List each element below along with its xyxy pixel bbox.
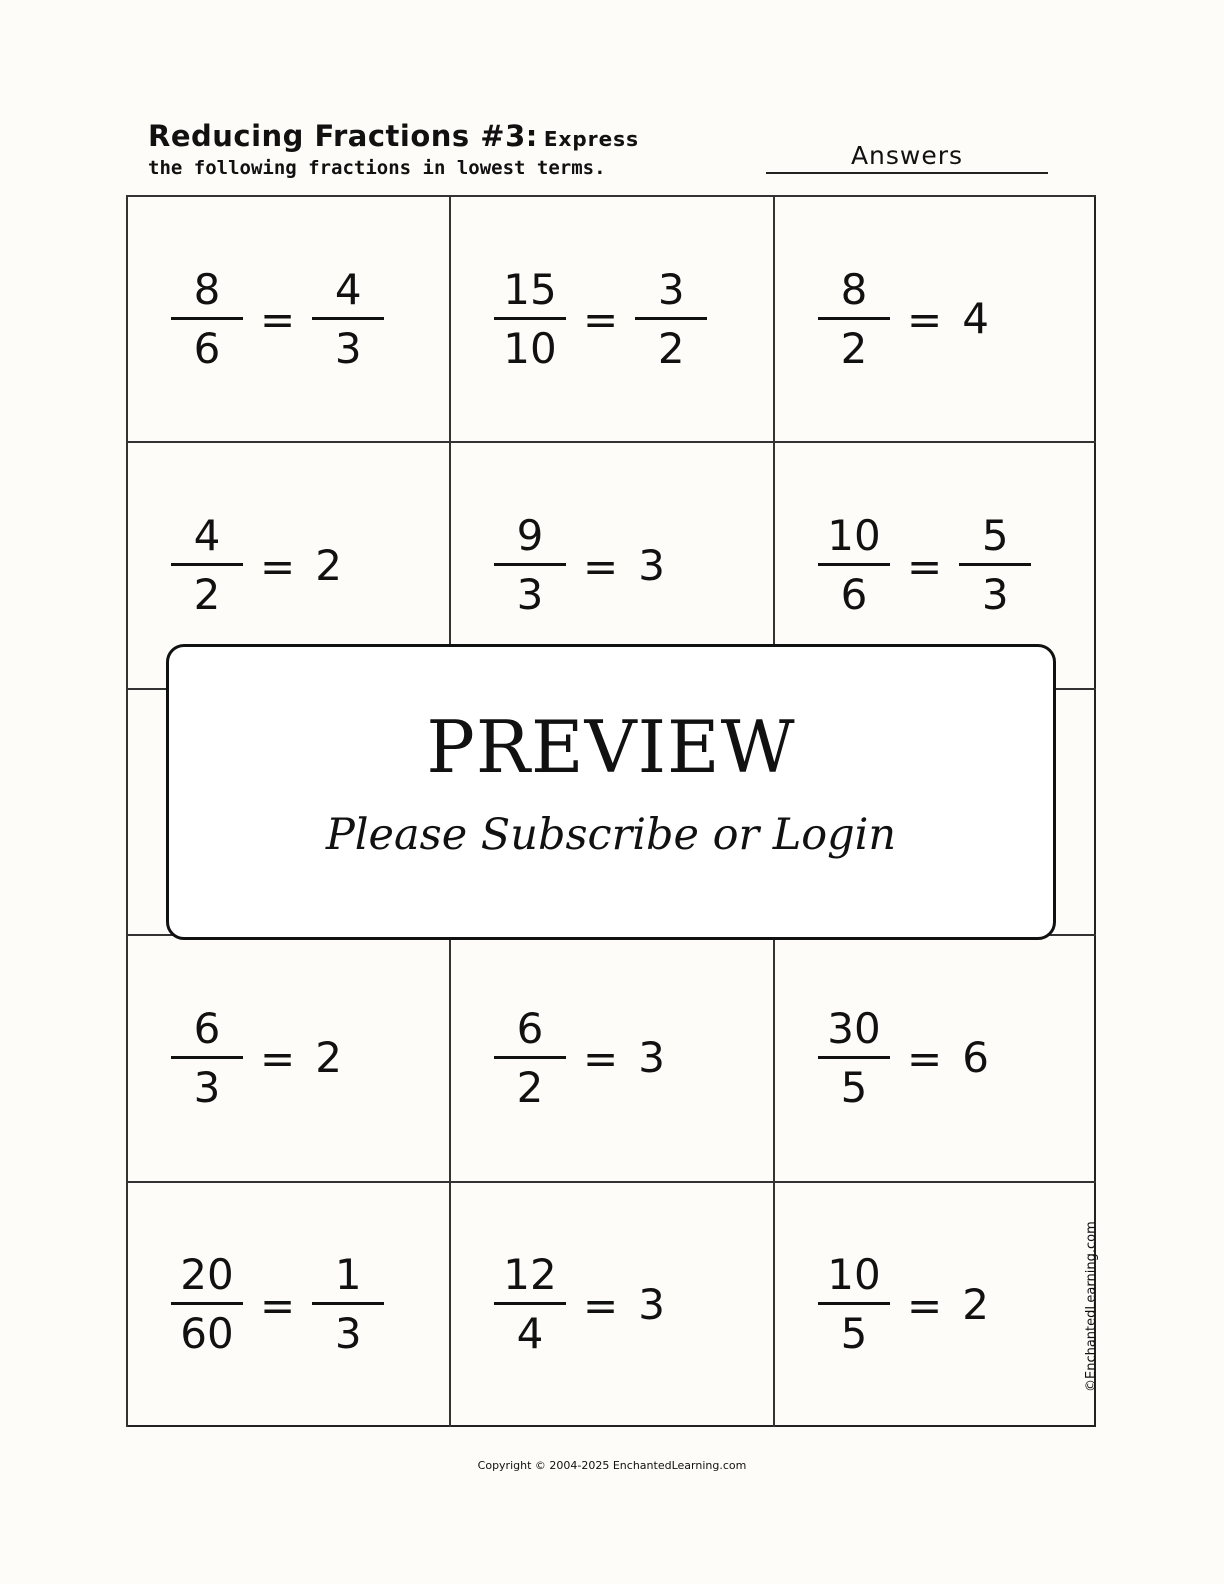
fraction-problem	[168, 1250, 387, 1359]
denominator: 2	[657, 323, 685, 373]
side-copyright: ©EnchantedLearning.com	[1084, 1221, 1099, 1392]
footer-copyright: Copyright © 2004-2025 EnchantedLearning.com	[477, 1459, 747, 1472]
answer-whole-number: 4	[962, 294, 989, 344]
answers-label: Answers	[766, 140, 1048, 174]
equals-sign: =	[907, 1280, 943, 1330]
worksheet-title	[148, 116, 748, 182]
numerator: 4	[193, 511, 221, 561]
denominator: 6	[840, 570, 868, 620]
question-fraction	[491, 511, 569, 620]
question-fraction	[491, 1250, 569, 1359]
denominator: 5	[840, 1062, 868, 1112]
title-line-1	[148, 116, 748, 156]
denominator: 3	[334, 1309, 362, 1359]
problem-cell	[126, 934, 449, 1180]
question-fraction	[168, 1250, 246, 1359]
numerator: 5	[981, 511, 1009, 561]
denominator: 3	[981, 570, 1009, 620]
problem-cell	[449, 1181, 773, 1427]
question-fraction	[168, 264, 246, 373]
fraction-problem	[815, 1003, 989, 1112]
equals-sign: =	[260, 1280, 296, 1330]
title-instruction-start: Express	[543, 127, 639, 151]
denominator: 2	[193, 570, 221, 620]
numerator: 12	[503, 1250, 557, 1300]
fraction-problem	[491, 1003, 665, 1112]
denominator: 3	[334, 323, 362, 373]
question-fraction	[168, 1003, 246, 1112]
numerator: 6	[193, 1003, 221, 1053]
answer-fraction	[309, 264, 387, 373]
equals-sign: =	[260, 295, 296, 345]
question-fraction	[491, 1003, 569, 1112]
denominator: 2	[840, 323, 868, 373]
problem-cell	[126, 1181, 449, 1427]
subscribe-login-prompt[interactable]: Please Subscribe or Login	[325, 810, 897, 860]
denominator: 3	[193, 1062, 221, 1112]
problem-cell	[773, 1181, 1096, 1427]
fraction-problem	[168, 511, 342, 620]
numerator: 30	[827, 1003, 881, 1053]
answer-whole-number: 3	[638, 1033, 665, 1083]
numerator: 15	[503, 264, 557, 314]
problem-cell	[126, 195, 449, 441]
numerator: 8	[193, 264, 221, 314]
denominator: 3	[516, 570, 544, 620]
title-instruction: the following fractions in lowest terms.	[148, 157, 606, 179]
answer-fraction	[956, 511, 1034, 620]
question-fraction	[491, 264, 569, 373]
question-fraction	[168, 511, 246, 620]
title-main: Reducing Fractions #3:	[148, 119, 538, 153]
preview-overlay[interactable]	[166, 644, 1056, 940]
equals-sign: =	[260, 541, 296, 591]
denominator: 2	[516, 1062, 544, 1112]
question-fraction	[815, 264, 893, 373]
answer-whole-number: 2	[962, 1279, 989, 1329]
answer-whole-number: 3	[638, 1279, 665, 1329]
numerator: 4	[334, 264, 362, 314]
equals-sign: =	[583, 1280, 619, 1330]
denominator: 6	[193, 323, 221, 373]
question-fraction	[815, 511, 893, 620]
problem-cell	[449, 934, 773, 1180]
preview-title: PREVIEW	[426, 705, 796, 789]
answer-fraction	[309, 1250, 387, 1359]
denominator: 5	[840, 1309, 868, 1359]
equals-sign: =	[583, 295, 619, 345]
denominator: 4	[516, 1309, 544, 1359]
equals-sign: =	[907, 295, 943, 345]
answer-whole-number: 6	[962, 1033, 989, 1083]
answer-whole-number: 2	[315, 540, 342, 590]
problem-cell	[773, 195, 1096, 441]
equals-sign: =	[907, 1034, 943, 1084]
fraction-problem	[815, 1250, 989, 1359]
fraction-problem	[491, 264, 710, 373]
equals-sign: =	[583, 1034, 619, 1084]
answer-whole-number: 2	[315, 1033, 342, 1083]
fraction-problem	[491, 1250, 665, 1359]
numerator: 9	[516, 511, 544, 561]
numerator: 6	[516, 1003, 544, 1053]
equals-sign: =	[260, 1034, 296, 1084]
problem-cell	[449, 195, 773, 441]
fraction-problem	[815, 264, 989, 373]
problem-cell	[773, 934, 1096, 1180]
fraction-problem	[168, 264, 387, 373]
question-fraction	[815, 1003, 893, 1112]
numerator: 3	[657, 264, 685, 314]
fraction-problem	[491, 511, 665, 620]
denominator: 10	[503, 323, 557, 373]
numerator: 8	[840, 264, 868, 314]
numerator: 20	[180, 1250, 234, 1300]
numerator: 10	[827, 1250, 881, 1300]
denominator: 60	[180, 1309, 234, 1359]
answer-fraction	[632, 264, 710, 373]
fraction-problem	[168, 1003, 342, 1112]
fraction-problem	[815, 511, 1034, 620]
numerator: 10	[827, 511, 881, 561]
numerator: 1	[334, 1250, 362, 1300]
equals-sign: =	[583, 541, 619, 591]
question-fraction	[815, 1250, 893, 1359]
answer-whole-number: 3	[638, 540, 665, 590]
equals-sign: =	[907, 541, 943, 591]
